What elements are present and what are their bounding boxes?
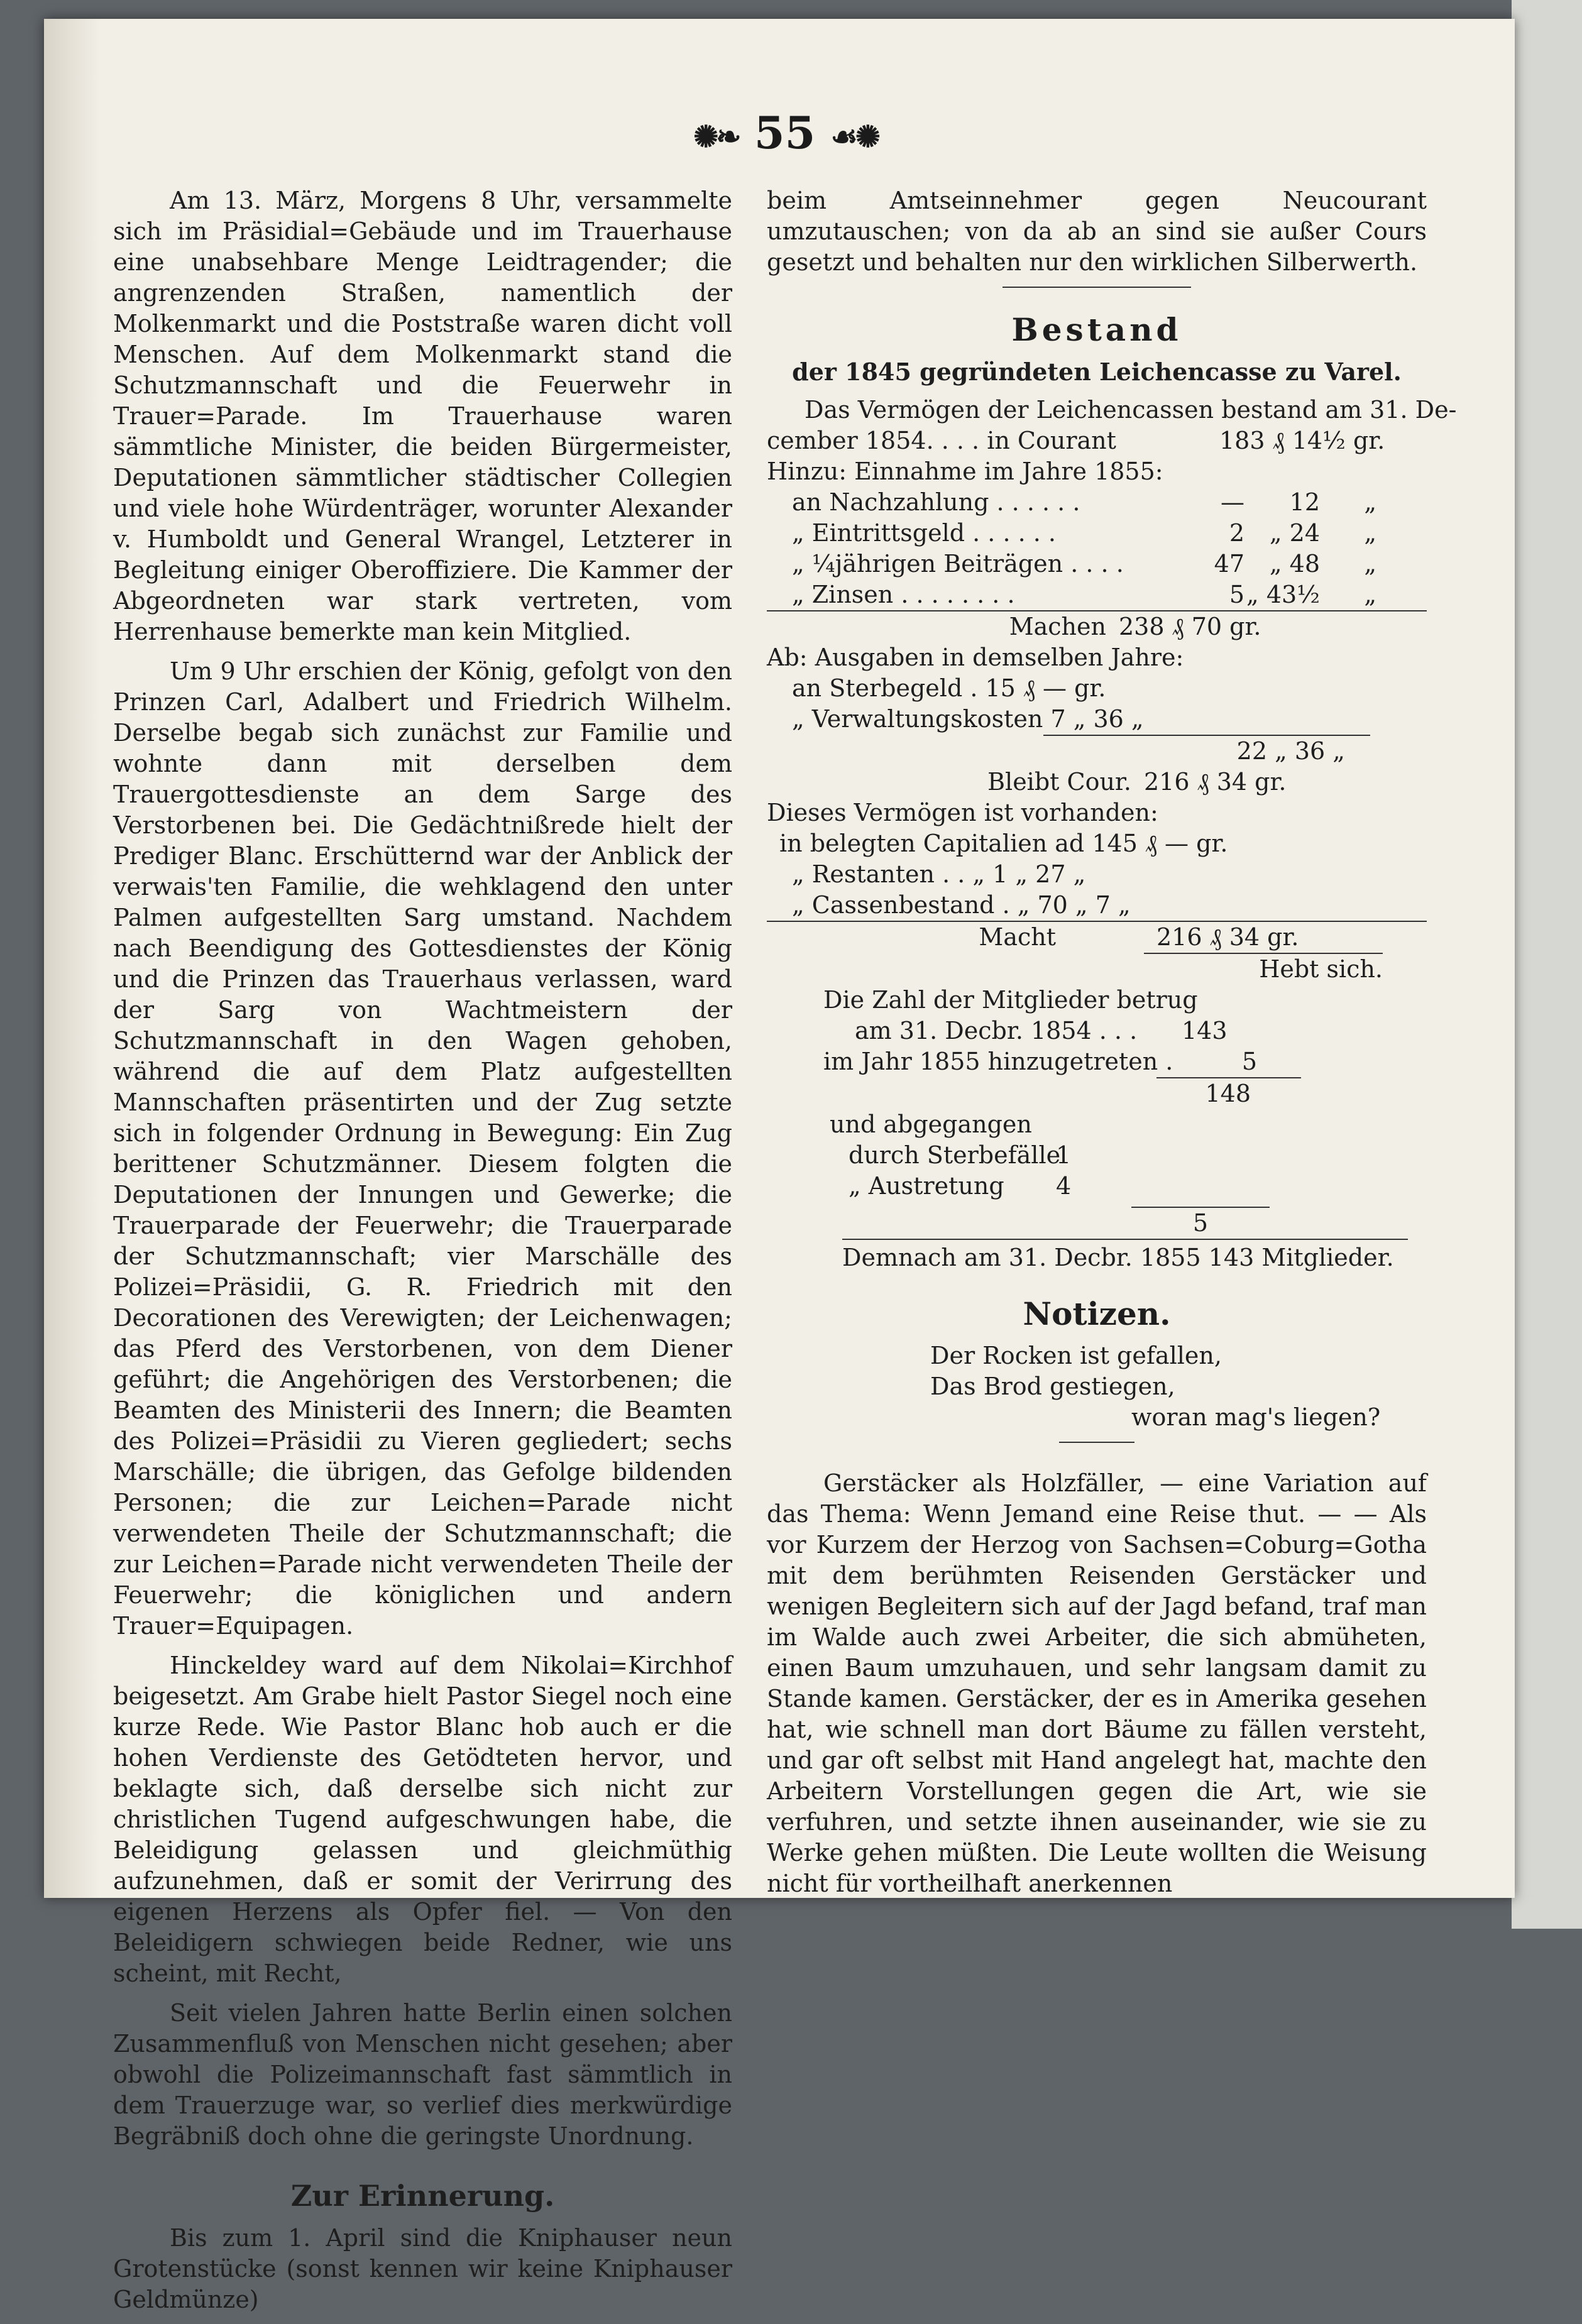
poem [930, 1340, 1427, 1433]
poem-line: Der Rocken ist gefallen, [930, 1342, 1222, 1369]
table-cell: 5 [1241, 1048, 1257, 1075]
table-row [767, 395, 1457, 425]
table-row [767, 828, 1427, 859]
section-subheading: der 1845 gegründeten Leichencasse zu Varel. [792, 358, 1402, 386]
table-row [767, 1109, 1427, 1140]
table-row [767, 1046, 1427, 1077]
table-cell: „ Verwaltungskosten 7 „ 36 „ [792, 705, 1144, 733]
paragraph: Um 9 Uhr erschien der König, gefolgt von den Prinzen Carl, Adalbert und Friedrich Wilhelm. Derselbe begab sich zunächst zur Familie und wohnte dann mit derselben dem Trauergottesdienste an dem Sarge des Verstorbenen bei. Die Gedächtnißrede hielt der Prediger Blanc. Erschütternd war der Anblick der verwais'ten Familie, die wehklagend den unter Palmen aufgestellten Sarg umstand. Nachdem nach Beendigung des Gottesdienstes der König und die Prinzen das Trauerhaus verlassen, ward der Sarg von Wachtmeistern der Schutzmannschaft in den Wagen gehoben, während die auf dem Platz aufgestellten Mannschaften präsentirten und der Zug setzte sich in folgender Ordnung in Bewegung: Ein Zug berittener Schutzmänner. Diesem folgten die Deputationen der Innungen und Gewerke; die Trauerparade der Feuerwehr; die Trauerparade der Schutzmannschaft; vier Marschälle des Polizei=Präsidii, G. R. Friedrich mit den Decorationen des Verewigten; der Leichenwagen; das Pferd des Verstorbenen, von dem Diener geführt; die Angehörigen des Verstorbenen; die Beamten des Ministerii des Innern; die Beamten des Polizei=Präsidii zu Vieren gegliedert; sechs Marschälle; die übrigen, das Gefolge bildenden Personen; die zur Leichen=Parade nicht verwendeten Theile der Schutzmannschaft; die zur Leichen=Parade nicht verwendeten Theile der Feuerwehr; die königlichen und andern Trauer=Equipagen. [113, 657, 732, 1640]
table-cell: „ Restanten . . „ 1 „ 27 „ [792, 860, 1086, 888]
accounts-table [767, 395, 1457, 1273]
scanner-background [1512, 0, 1582, 1929]
page-number: 55 [754, 107, 816, 159]
section-heading: Bestand [1011, 311, 1182, 348]
table-cell: Macht [979, 923, 1056, 951]
document-page [44, 19, 1515, 2313]
table-cell: in belegten Capitalien ad 145 ₰ — gr. [779, 830, 1228, 857]
table-row [767, 549, 1427, 579]
paragraph: Seit vielen Jahren hatte Berlin einen solchen Zusammenfluß von Menschen nicht gesehen; aber obwohl die Polizeimannschaft fast sämmtlich in dem Trauerzuge war, so verlief dies merkwürdige Begräbniß doch ohne die geringste Unordnung. [113, 1999, 732, 2150]
table-cell: „ 24 [1269, 519, 1320, 547]
divider [1059, 1442, 1134, 1443]
table-row [1144, 953, 1383, 985]
table-row [842, 1239, 1408, 1273]
table-row [767, 704, 1427, 735]
table-row [767, 767, 1427, 798]
table-cell: „ Eintrittsgeld . . . . . . [792, 519, 1057, 547]
paragraph: Gerstäcker als Holzfäller, — eine Variation auf das Thema: Wenn Jemand eine Reise thut. — — Als vor Kurzem der Herzog von Sachsen=Coburg=Gotha mit dem berühmten Reisenden Gerstäcker und wenigen Begleitern sich auf der Jagd befand, traf man im Walde auch zwei Arbeiter, die sich abmüheten, einen Baum umzuhauen, und sehr langsam damit zu Stande kamen. Gerstäcker, der es in Amerika gesehen hat, wie schnell man dort Bäume zu fällen versteht, und gar oft selbst mit Hand angelegt hat, machte den Arbeitern Vorstellungen gegen die Art, wie sie verfuhren, und setzte ihnen auseinander, wie sie zu Werke gehen müßten. Die Leute wollten die Weisung nicht für vortheilhaft anerkennen [767, 1469, 1427, 1897]
table-cell: „ [1364, 519, 1376, 547]
table-row [767, 642, 1427, 673]
table-cell: Demnach am 31. Decbr. 1855 143 Mitglieder. [842, 1244, 1394, 1271]
left-column [113, 185, 732, 2324]
table-cell: Machen [1009, 613, 1106, 640]
table-cell: „ 48 [1269, 550, 1320, 578]
table-cell: „ [1364, 581, 1376, 608]
table-cell: „ 43½ [1246, 581, 1320, 608]
table-row [1131, 1207, 1270, 1239]
table-cell: Die Zahl der Mitglieder betrug [823, 986, 1198, 1014]
table-cell: 22 „ 36 „ [1236, 737, 1345, 765]
table-cell: „ [1364, 488, 1376, 516]
table-cell: 143 [1182, 1017, 1228, 1044]
table-cell: 5 [1192, 1209, 1209, 1237]
table-row [767, 1171, 1427, 1202]
divider [1002, 287, 1191, 288]
poem-line: woran mag's liegen? [1131, 1403, 1381, 1431]
right-column [767, 185, 1457, 1908]
page-gutter [44, 19, 101, 1898]
table-cell: Hebt sich. [1259, 955, 1383, 983]
table-cell: „ Austretung [849, 1172, 1004, 1200]
table-row [1156, 1077, 1301, 1109]
ornament-right-icon: ☙✺ [830, 119, 878, 155]
page-header [622, 107, 949, 159]
section-heading: Notizen. [1023, 1295, 1171, 1332]
table-cell: Bleibt Cour. [987, 768, 1131, 796]
table-row [767, 673, 1427, 704]
paragraph: Bis zum 1. April sind die Kniphauser neun Grotenstücke (sonst kennen wir keine Kniphauser Geldmünze) [113, 2224, 732, 2313]
paragraph: Hinckeldey ward auf dem Nikolai=Kirchhof beigesetzt. Am Grabe hielt Pastor Siegel noch eine kurze Rede. Wie Pastor Blanc hob auch er die hohen Verdienste des Getödteten hervor, und beklagte sich, daß derselbe sich nicht zur christlichen Tugend aufgeschwungen habe, die Beleidigung gelassen und gleichmüthig aufzunehmen, daß er somit der Verirrung des eigenen Herzens als Opfer fiel. — Von den Beleidigern schwiegen beide Redner, wie uns scheint, mit Recht, [113, 1652, 732, 1987]
table-cell: Das Vermögen der Leichencassen bestand am 31. De- [805, 396, 1457, 424]
table-row [767, 859, 1427, 890]
table-row [767, 518, 1427, 549]
section-heading: Zur Erinnerung. [290, 2179, 555, 2213]
table-cell: 4 [1056, 1172, 1072, 1200]
table-cell: an Sterbegeld . 15 ₰ — gr. [792, 674, 1106, 702]
table-cell: 148 [1205, 1080, 1251, 1107]
table-row [767, 456, 1427, 487]
table-row [767, 425, 1427, 456]
table-cell: an Nachzahlung . . . . . . [792, 488, 1080, 516]
table-row [1043, 735, 1370, 767]
table-cell: 47 [1214, 550, 1244, 578]
table-cell: Dieses Vermögen ist vorhanden: [767, 799, 1158, 826]
table-cell: 2 [1229, 519, 1244, 547]
table-cell: 238 ₰ 70 gr. [1119, 613, 1261, 640]
table-row [767, 798, 1427, 828]
table-cell: — [1221, 488, 1244, 516]
table-cell: 12 [1289, 488, 1320, 516]
table-row [767, 890, 1427, 921]
table-row [767, 985, 1427, 1016]
table-cell: am 31. Decbr. 1854 . . . [855, 1017, 1138, 1044]
table-cell: im Jahr 1855 hinzugetreten . [823, 1048, 1173, 1075]
table-cell: cember 1854. . . . in Courant [767, 427, 1116, 454]
table-cell: 216 ₰ 34 gr. [1156, 923, 1299, 951]
table-cell: 183 ₰ 14½ gr. [1219, 427, 1385, 454]
table-row [767, 487, 1427, 518]
table-cell: „ Zinsen . . . . . . . . [792, 581, 1015, 608]
table-row [767, 579, 1427, 610]
table-cell: Hinzu: Einnahme im Jahre 1855: [767, 458, 1163, 485]
ornament-left-icon: ✺❧ [693, 119, 739, 155]
paragraph: beim Amtseinnehmer gegen Neucourant umzutauschen; von da ab an sind sie außer Cours gesetzt und behalten nur den wirklichen Silberwerth. [767, 187, 1427, 276]
table-cell: 5 [1229, 581, 1244, 608]
table-row [767, 921, 1427, 953]
table-cell: „ [1364, 550, 1376, 578]
table-cell: 1 [1056, 1141, 1072, 1169]
poem-line: Das Brod gestiegen, [930, 1373, 1175, 1400]
table-cell: „ ¼jährigen Beiträgen . . . . [792, 550, 1124, 578]
table-cell: „ Cassenbestand . „ 70 „ 7 „ [792, 891, 1131, 919]
paragraph: Am 13. März, Morgens 8 Uhr, versammelte sich im Präsidial=Gebäude und im Trauerhause eine unabsehbare Menge Leidtragender; die angrenzenden Straßen, namentlich der Molkenmarkt und die Poststraße waren dicht voll Menschen. Auf dem Molkenmarkt stand die Schutzmannschaft und die Feuerwehr in Trauer=Parade. Im Trauerhause waren sämmtliche Minister, die beiden Bürgermeister, Deputationen sämmtlicher städtischer Collegien und viele hohe Würdenträger, worunter Alexander v. Humboldt und General Wrangel, Letzterer in Begleitung einiger Oberoffiziere. Die Kammer der Abgeordneten war stark vertreten, vom Herrenhause bemerkte man kein Mitglied. [113, 187, 732, 645]
table-cell: und abgegangen [830, 1110, 1032, 1138]
table-row [767, 1016, 1427, 1046]
table-cell: durch Sterbefälle [849, 1141, 1061, 1169]
table-row [767, 610, 1427, 642]
table-cell: Ab: Ausgaben in demselben Jahre: [767, 644, 1184, 671]
table-cell: 216 ₰ 34 gr. [1144, 768, 1287, 796]
table-row [767, 1140, 1427, 1171]
